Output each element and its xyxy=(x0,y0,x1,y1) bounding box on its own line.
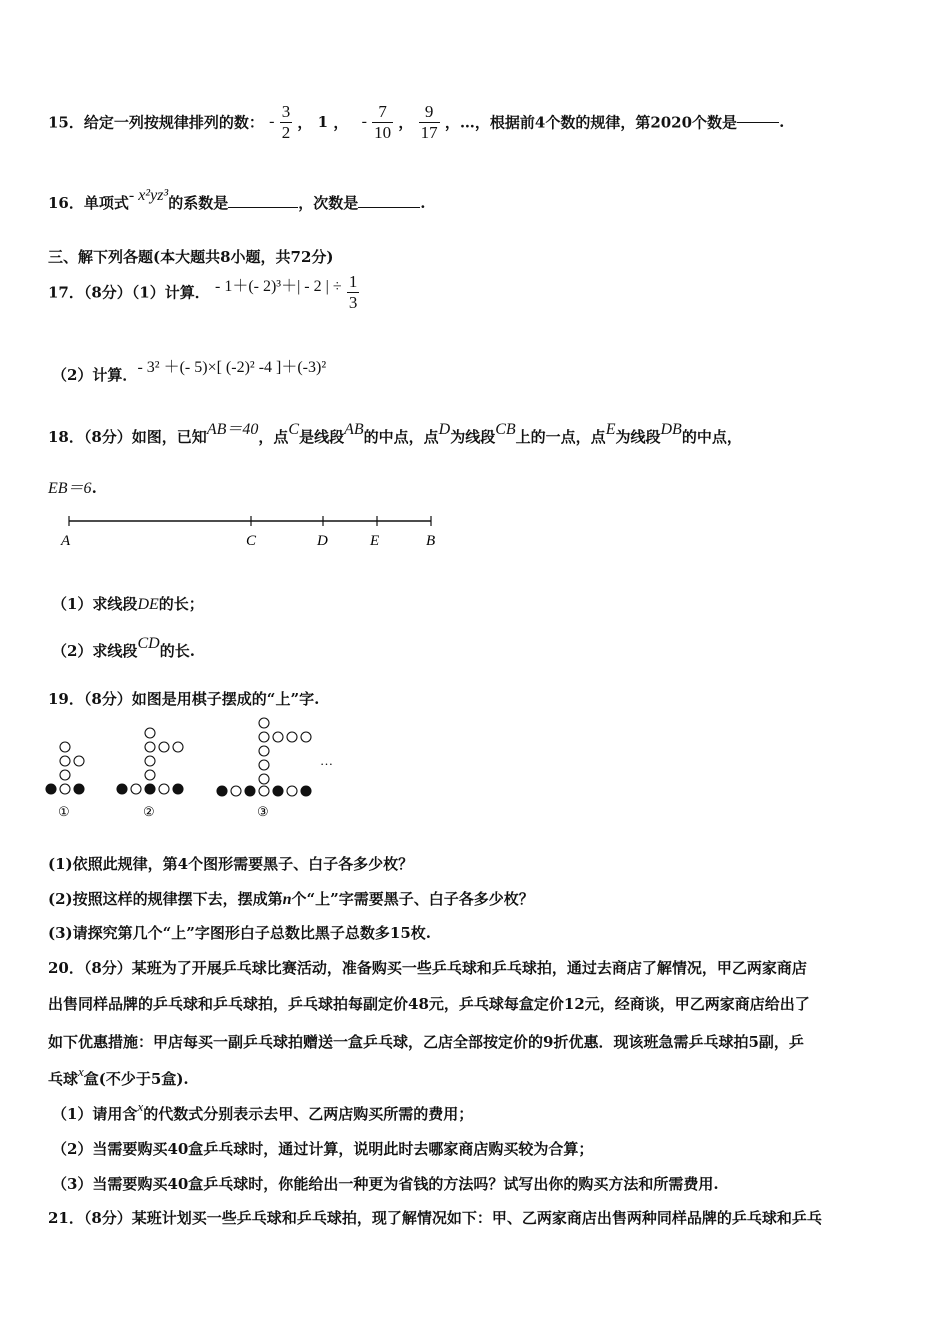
q20-subquestion-3: （3）当需要购买40盒乒乓球时，你能给出一种更为省钱的方法吗？试写出你的购买方法和所需费用. xyxy=(52,1175,719,1193)
question-15: 15．给定一列按规律排列的数： - $\frac{3}{2}$ ， 1 ， - $\frac{7}{10}$ ， $\frac{9}{17}$ ，…，根据前4个数的规律，第2020个数是 . xyxy=(48,102,785,142)
figure-2 xyxy=(117,728,183,794)
q18-subquestion-2: （2）求线段CD的长. xyxy=(52,635,195,660)
figure-label-1: ① xyxy=(58,804,70,819)
figure-label-3: ③ xyxy=(257,804,269,819)
q20-line-1: 20．（8分）某班为了开展乒乓球比赛活动，准备购买一些乒乓球和乒乓球拍，通过去商店了解情况，甲乙两家商店 xyxy=(48,959,807,977)
q19-subquestion-1: (1)依照此规律，第4个图形需要黑子、白子各多少枚？ xyxy=(48,855,414,873)
q17-expression-1: - 1＋(- 2)³＋| - 2 | ÷ xyxy=(214,277,342,295)
q15-frac1-sign: - xyxy=(269,113,275,131)
figure-label-2: ② xyxy=(143,804,155,819)
q16-monomial: - x²yz³ xyxy=(128,187,169,204)
label-b: B xyxy=(426,533,436,549)
q17-fraction: $\frac{1}{3}$ xyxy=(348,272,358,312)
q17-expression-2: - 3² ＋(- 5)×[ (-2)² -4 ]＋(-3)² xyxy=(137,359,327,376)
q20-line-2: 出售同样品牌的乒乓球和乒乓球拍，乒乓球拍每副定价48元，乒乓球每盒定价12元，经商谈，甲乙两家商店给出了 xyxy=(48,995,810,1013)
label-c: C xyxy=(246,533,257,549)
q15-answer-blank xyxy=(737,122,779,123)
question-17-part-2: （2）计算．- 3² ＋(- 5)×[ (-2)² -4 ]＋(-3)² xyxy=(52,359,327,384)
q15-fraction-1: $\frac{3}{2}$ xyxy=(281,102,291,142)
q21-line-1: 21．（8分）某班计划买一些乒乓球和乒乓球拍，现了解情况如下：甲、乙两家商店出售两种同样品牌的乒乓球和乒乓 xyxy=(48,1209,822,1227)
question-19-title: 19．（8分）如图是用棋子摆成的“上”字. xyxy=(48,690,320,708)
figure-1 xyxy=(46,742,84,794)
chess-piece-figure xyxy=(40,712,340,822)
q15-fraction-3: $\frac{9}{17}$ xyxy=(420,102,438,142)
q20-subquestion-1: （1）请用含x的代数式分别表示去甲、乙两店购买所需的费用； xyxy=(52,1099,474,1123)
q20-line-4: 乓球x盒(不少于5盒). xyxy=(48,1064,189,1088)
segment-diagram xyxy=(55,510,455,552)
question-18: 18．（8分）如图，已知AB＝40，点C是线段AB的中点，点D为线段CB上的一点，点E为线段DB的中点， xyxy=(48,421,742,446)
section-3-title: 三、解下列各题(本大题共8小题，共72分) xyxy=(48,248,334,266)
question-17-part-1: 17．（8分）（1）计算． - 1＋(- 2)³＋| - 2 | ÷ $\frac{1}{3}$ xyxy=(48,272,358,312)
label-a: A xyxy=(61,533,71,549)
q20-line-3: 如下优惠措施：甲店每买一副乒乓球拍赠送一盒乒乓球，乙店全部按定价的9折优惠．现该班急需乒乓球拍5副，乒 xyxy=(48,1033,804,1051)
q20-subquestion-2: （2）当需要购买40盒乒乓球时，通过计算，说明此时去哪家商店购买较为合算； xyxy=(52,1140,594,1158)
q16-coefficient-blank xyxy=(228,207,298,208)
label-d: D xyxy=(317,533,328,549)
q16-degree-blank xyxy=(358,207,420,208)
q15-suffix: ，…，根据前4个数的规律，第2020个数是 xyxy=(444,113,738,132)
q18-subquestion-1: （1）求线段DE的长； xyxy=(52,595,204,613)
label-e: E xyxy=(370,533,380,549)
question-16: 16．单项式- x²yz³的系数是 ，次数是 . xyxy=(48,187,426,212)
q15-prefix: 15．给定一列按规律排列的数： xyxy=(48,113,264,132)
q19-subquestion-3: (3)请探究第几个“上”字图形白子总数比黑子总数多15枚. xyxy=(48,924,431,942)
q19-subquestion-2: (2)按照这样的规律摆下去，摆成第n个“上”字需要黑子、白子各多少枚？ xyxy=(48,890,534,908)
figure-ellipsis: … xyxy=(320,753,333,768)
q15-frac2-sign: - xyxy=(361,113,367,131)
figure-3 xyxy=(217,718,311,796)
q18-eb-given: EB＝6. xyxy=(48,479,97,497)
q15-number-one: 1 xyxy=(317,113,329,132)
q15-fraction-2: $\frac{7}{10}$ xyxy=(374,102,392,142)
